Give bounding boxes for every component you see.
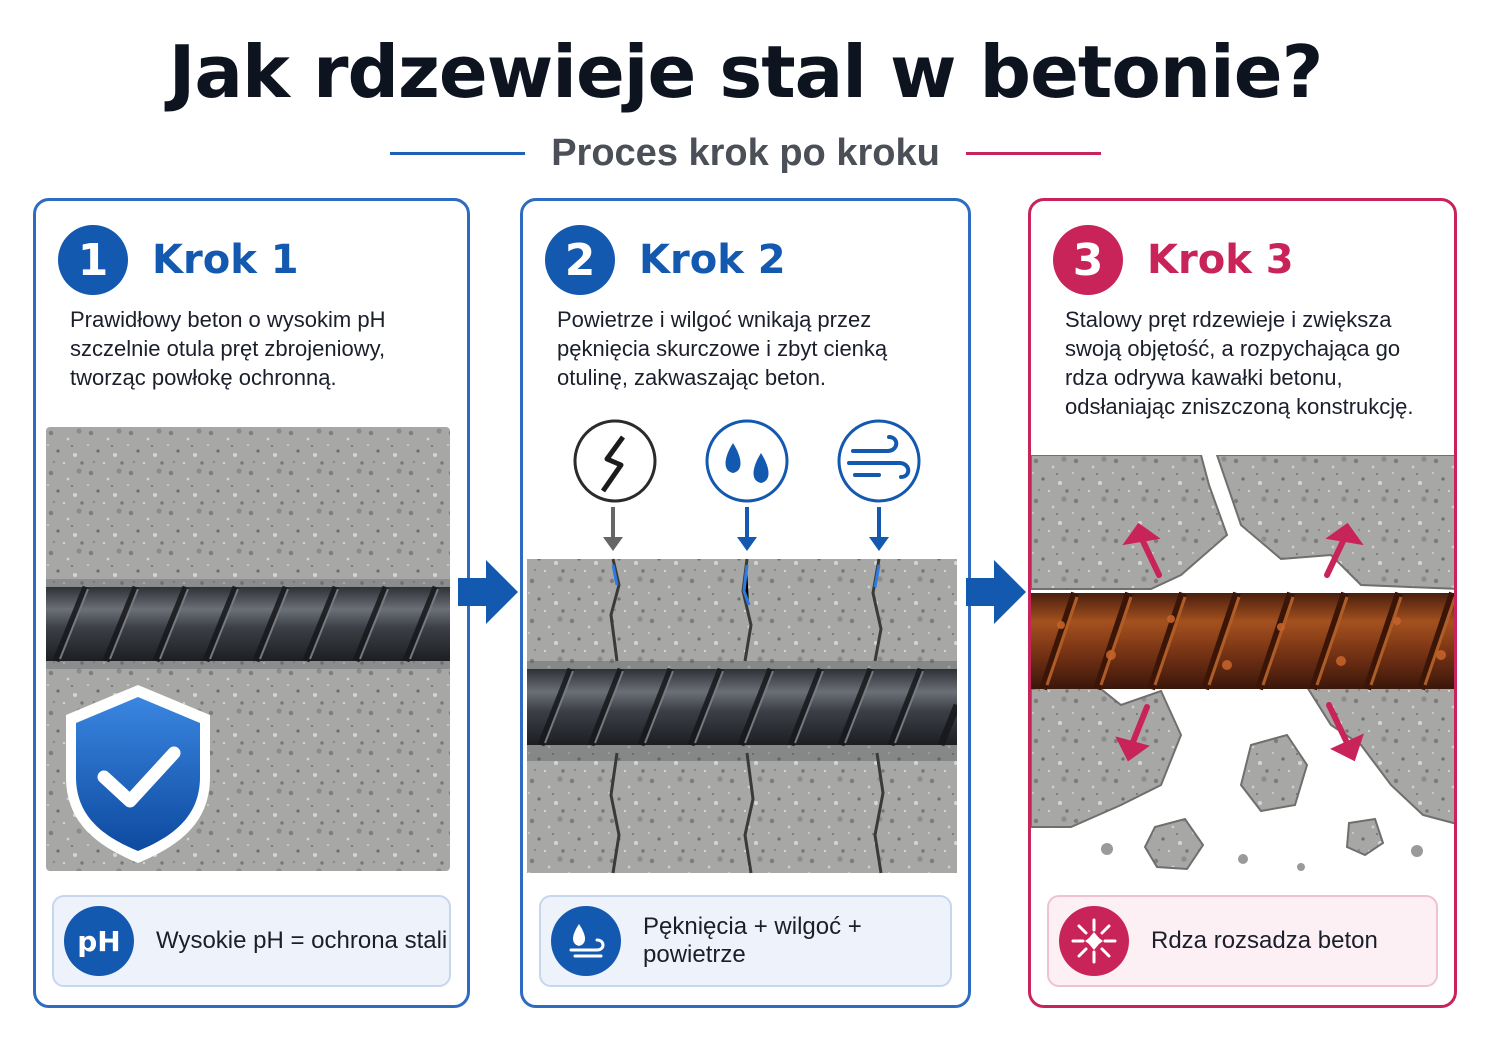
step-1-header [58,225,299,295]
step-3-header [1053,225,1294,295]
arrow-right-icon [966,560,1026,624]
wind-icon [839,421,919,551]
arrow-right-icon [458,560,518,624]
step-1-summary-text: Wysokie pH = ochrona stali [156,927,448,954]
step-2-illustration [527,415,957,875]
step-1-number-badge: 1 [58,225,128,295]
subtitle-row [0,128,1491,178]
page-subtitle: Proces krok po kroku [551,131,940,174]
step-3-label: Krok 3 [1147,237,1294,283]
burst-icon [1059,906,1129,976]
step-3-summary [1047,895,1438,987]
ph-icon: pH [64,906,134,976]
step-3-illustration [1031,455,1457,885]
step-2-summary [539,895,952,987]
step-2-header [545,225,786,295]
step-1-label: Krok 1 [152,237,299,283]
step-2-panel [520,198,971,1008]
crack-icon [575,421,655,551]
step-1-panel [33,198,470,1008]
water-drops-icon [707,421,787,551]
step-2-label: Krok 2 [639,237,786,283]
step-1-summary [52,895,451,987]
step-1-illustration [46,427,450,871]
subtitle-line-right [966,152,1101,155]
step-1-description: Prawidłowy beton o wysokim pH szczelnie otula pręt zbrojeniowy, tworząc powłokę ochronną. [70,307,386,390]
step-3-description: Stalowy pręt rdzewieje i zwiększa swoją objętość, a rozpychająca go rdza odrywa kawałki betonu, odsłaniając zniszczoną konstrukcję. [1065,307,1414,419]
step-3-panel [1028,198,1457,1008]
step-2-summary-text: Pęknięcia + wilgoć + powietrze [643,913,862,968]
drop-wind-icon [551,906,621,976]
step-2-description: Powietrze i wilgoć wnikają przez pęknięcia skurczowe i zbyt cienką otulinę, zakwaszając beton. [557,307,888,390]
step-3-summary-text: Rdza rozsadza beton [1151,927,1378,954]
subtitle-line-left [390,152,525,155]
step-2-number-badge: 2 [545,225,615,295]
step-3-number-badge: 3 [1053,225,1123,295]
page-title: Jak rdzewieje stal w betonie? [168,30,1323,114]
